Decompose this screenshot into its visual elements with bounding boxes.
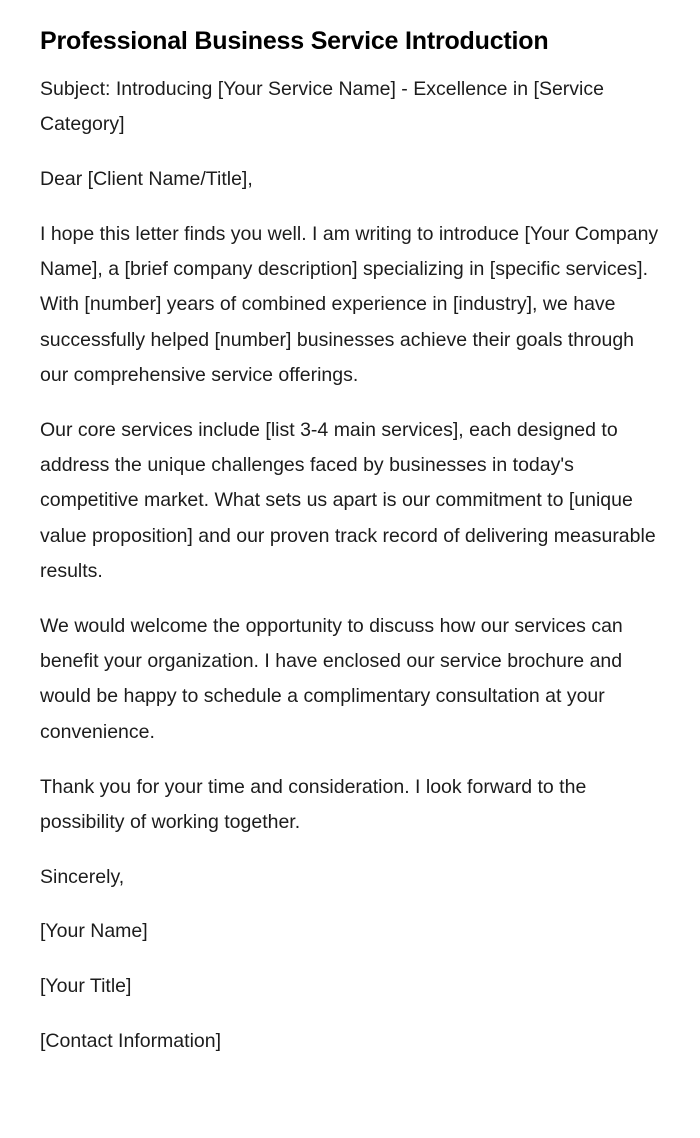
signature-title: [Your Title] bbox=[40, 975, 132, 998]
body-paragraph-services: Our core services include [list 3-4 main services], each designed to address the unique challenges faced by businesses in today's competitive market. What sets us apart is our commitment to [unique value proposition] and our proven track record of delivering measurable results. bbox=[40, 418, 656, 583]
subject-line: Subject: Introducing [Your Service Name] - Excellence in [Service Category] bbox=[40, 78, 604, 136]
body-paragraph-invitation: We would welcome the opportunity to discuss how our services can benefit your organization. I have enclosed our service brochure and would be happy to schedule a complimentary consultation at your convenience. bbox=[40, 614, 623, 743]
document-title: Professional Business Service Introduction bbox=[40, 27, 549, 55]
body-paragraph-thanks: Thank you for your time and consideration. I look forward to the possibility of working together. bbox=[40, 775, 587, 833]
closing: Sincerely, bbox=[40, 865, 125, 888]
signature-contact: [Contact Information] bbox=[40, 1030, 222, 1053]
salutation: Dear [Client Name/Title], bbox=[40, 168, 253, 191]
body-paragraph-intro: I hope this letter finds you well. I am writing to introduce [Your Company Name], a [brief company description] specializing in [specific services]. With [number] years of combined experience in [industry], we have successfully helped [number] businesses achieve their goals through our comprehensive service offerings. bbox=[40, 222, 659, 387]
signature-name: [Your Name] bbox=[40, 920, 148, 943]
